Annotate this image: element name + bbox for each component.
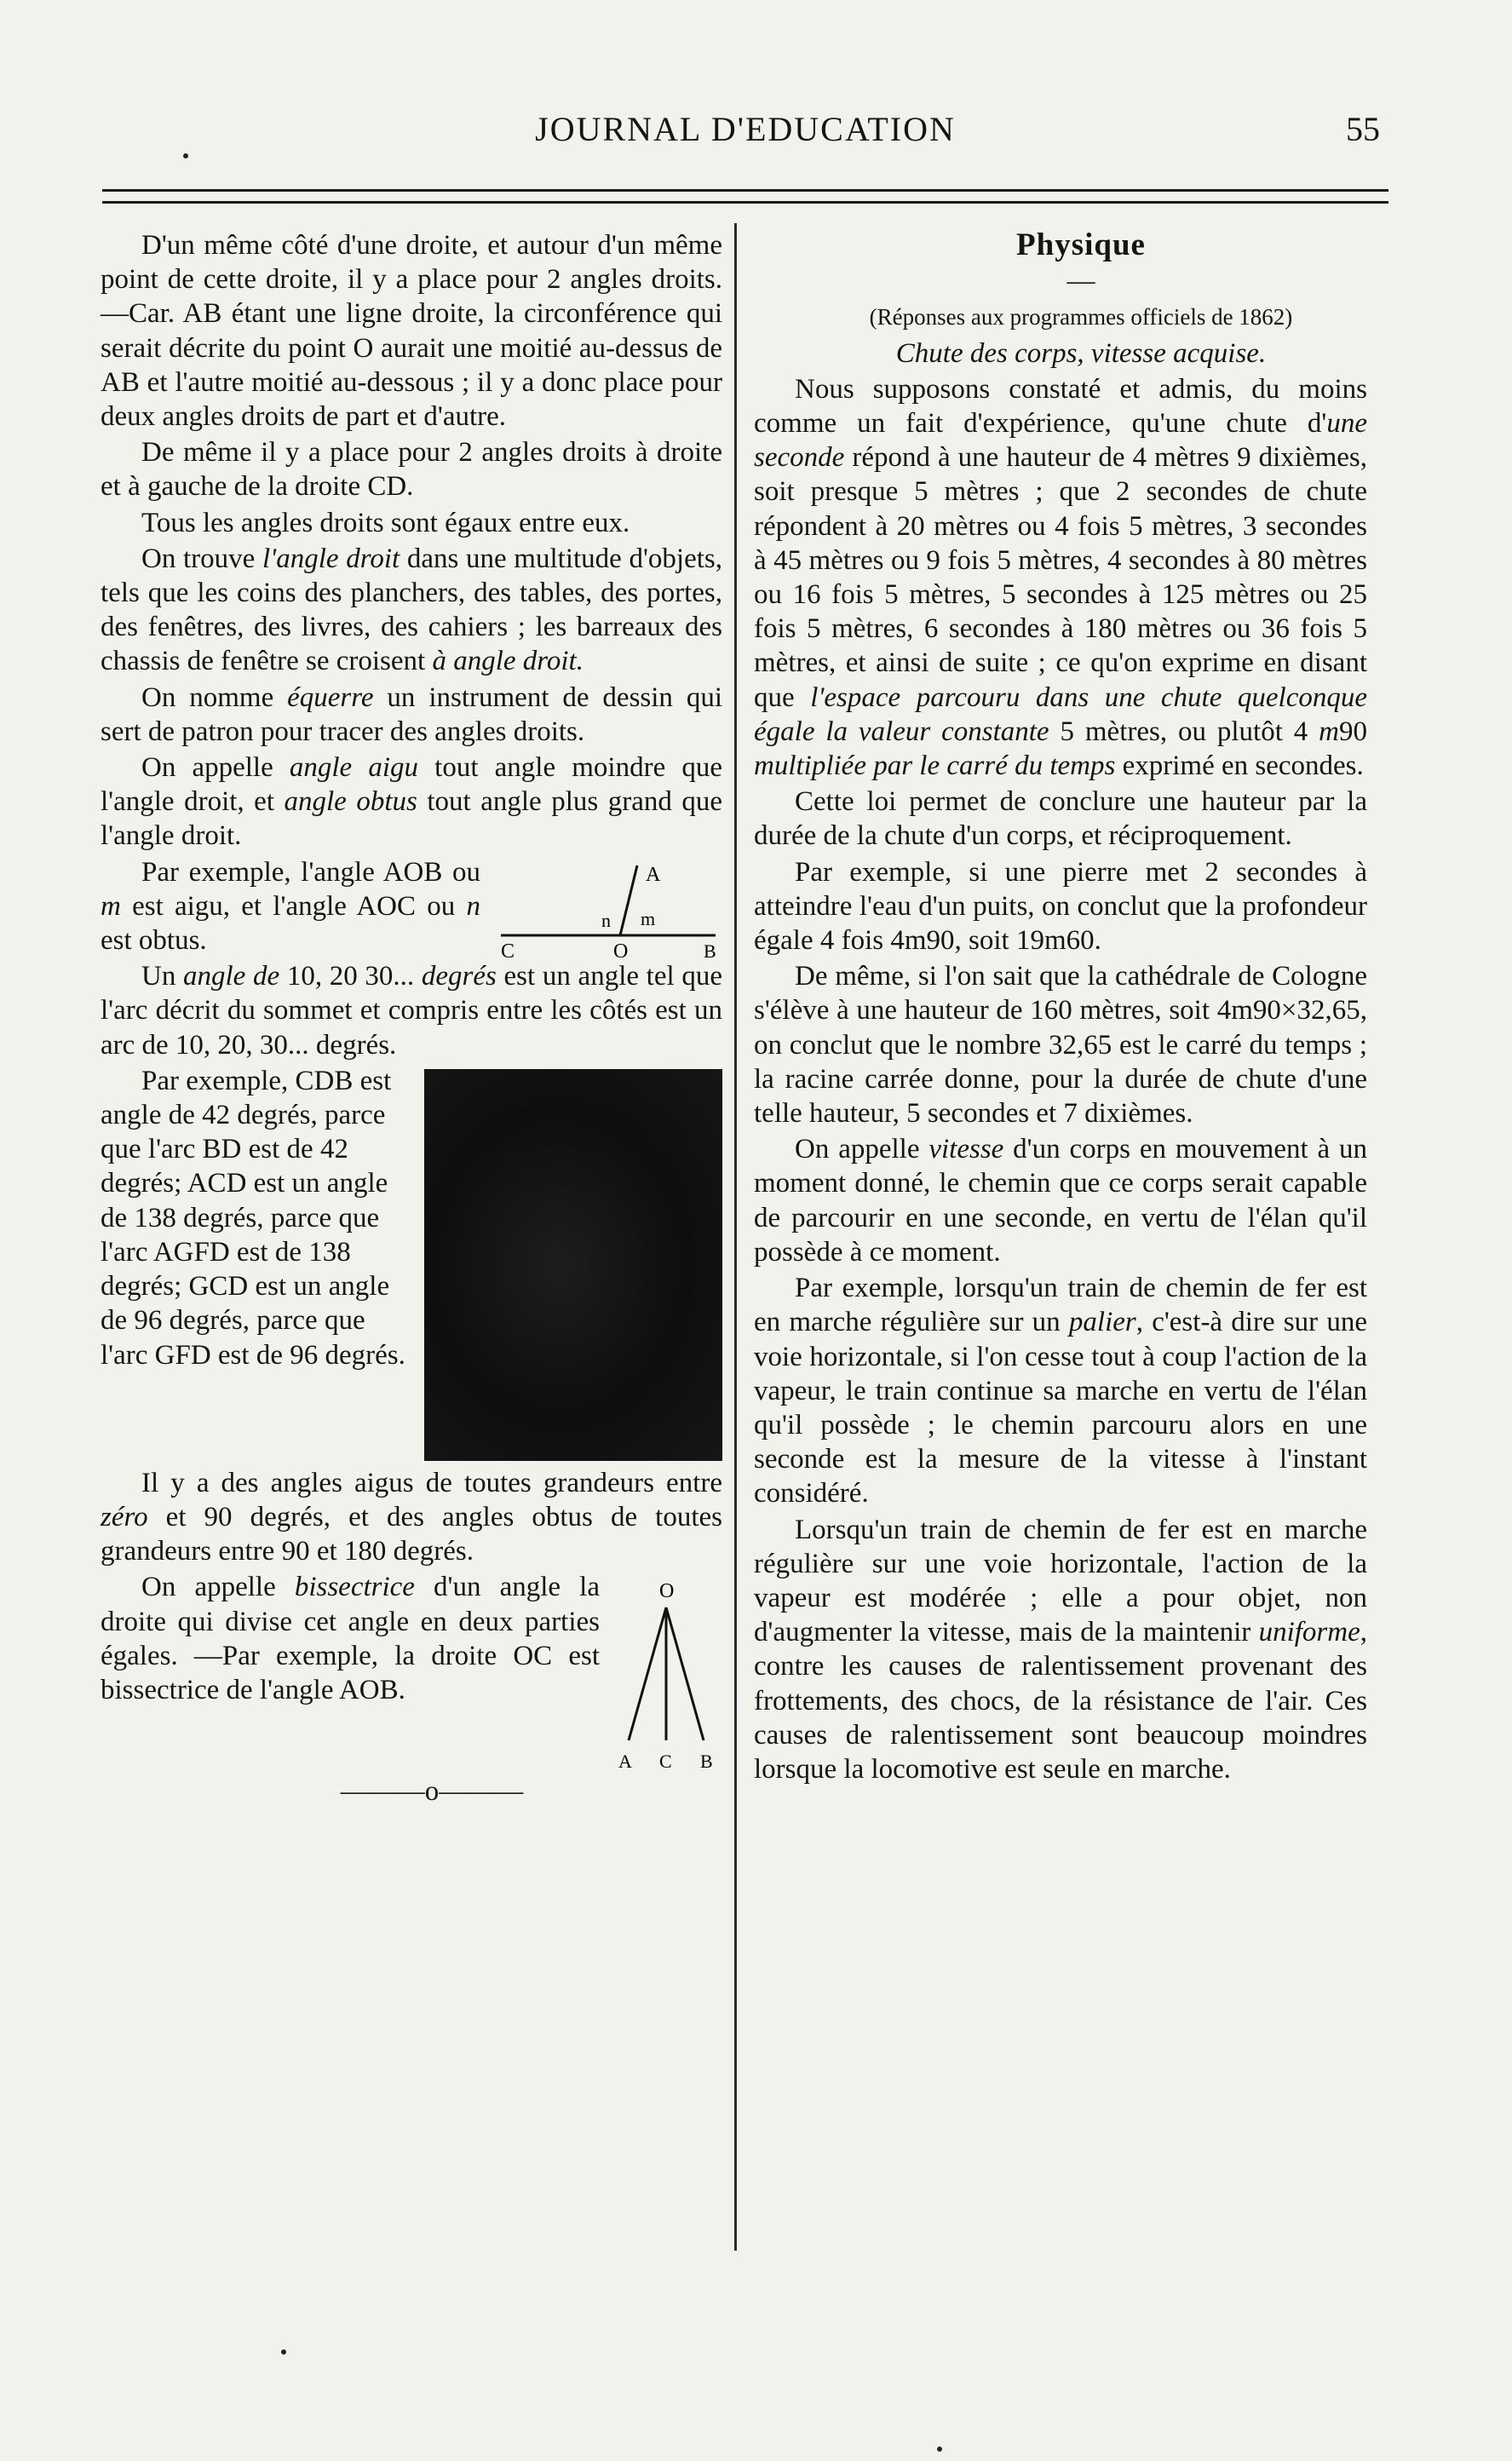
- paragraph: De même, si l'on sait que la cathédrale de Cologne s'élève à une hauteur de 160 mètres, soit 4m90×32,65, on conclut que le nombre 32,65 est le carré du temps ; la racine carrée donne, pour la durée de chute d'une telle hauteur, 5 secondes et 7 dixièmes.: [754, 961, 1367, 1130]
- paragraph: Par exemple, lorsqu'un train de chemin de fer est en marche régulière sur un palier, c'est-à dire sur une voie horizontale, si l'on cesse tout à coup l'action de la vapeur, le train continue sa marche en vertu de l'élan qu'il possède ; le chemin parcouru alors en une seconde est la mesure de la vitesse à l'instant considéré.: [754, 1273, 1368, 1509]
- label-c: C: [501, 940, 515, 959]
- paragraph: Par exemple, l'angle AOB ou m est aigu, et l'angle AOC ou n est obtus.: [101, 856, 480, 957]
- paragraph: Par exemple, si une pierre met 2 secondes à atteindre l'eau d'un puits, on conclut que la profondeur égale 4 fois 4m90, soit 19m60.: [754, 856, 1367, 957]
- label-n: n: [601, 909, 611, 931]
- paragraph: On appelle angle aigu tout angle moindre que l'angle droit, et angle obtus tout angle plus grand que l'angle droit.: [101, 752, 723, 852]
- ink-speck: [183, 153, 188, 158]
- label-b: B: [704, 940, 716, 959]
- header-rule-bottom: [102, 201, 1388, 204]
- paragraph: On appelle bissectrice d'un angle la droite qui divise cet angle en deux parties égales. —Par exemple, la droite OC est bissectrice de l'angle AOB.: [101, 1572, 600, 1706]
- paragraph: Un angle de 10, 20 30... degrés est un angle tel que l'arc décrit du sommet et compris entre les côtés est un arc de 10, 20, 30... degrés.: [101, 961, 722, 1061]
- bisector-diagram-figure: [612, 1578, 722, 1774]
- angle-diagram-figure: [492, 857, 722, 959]
- paragraph: On trouve l'angle droit dans une multitude d'objets, tels que les coins des planchers, des tables, des portes, des fenêtres, des livres, des cahiers ; les barreaux des chassis de fenêtre se croisent à angle droit.: [101, 543, 722, 677]
- label-b: B: [700, 1751, 713, 1773]
- label-a: A: [646, 863, 661, 886]
- section-end-mark: ———o———: [340, 1776, 524, 1808]
- paragraph: Par exemple, CDB est angle de 42 degrés, parce que l'arc BD est de 42 degrés; ACD est un angle de 138 degrés, parce que l'arc AGFD est de 138 degrés; GCD est un angle de 96 degrés, parce que l'arc GFD est de 96 degrés.: [101, 1065, 405, 1371]
- program-note: (Réponses aux programmes officiels de 1862): [869, 304, 1293, 331]
- page-header: [102, 109, 1388, 160]
- right-column: [754, 228, 1367, 1788]
- label-o: O: [659, 1580, 675, 1603]
- title-dash: —: [1066, 266, 1095, 297]
- paragraph: Nous supposons constaté et admis, du moins comme un fait d'expérience, qu'une chute d'une seconde répond à une hauteur de 4 mètres 9 dixièmes, soit presque 5 mètres ; que 2 secondes de chute répondent à 20 mètres ou 4 fois 5 mètres, 3 secondes à 45 mètres ou 9 fois 5 mètres, 4 secondes à 80 mètres ou 16 fois 5 mètres, 5 secondes à 125 mètres ou 25 fois 5 mètres, 6 secondes à 180 mètres ou 36 fois 5 mètres, et ainsi de suite ; ce qu'on exprime en disant que l'espace parcouru dans une chute quelconque égale la valeur constante 5 mètres, ou plutôt 4 m90 multipliée par le carré du temps exprimé en secondes.: [754, 373, 1367, 782]
- ray-oa: [620, 865, 637, 935]
- paragraph: Il y a des angles aigus de toutes grandeurs entre zéro et 90 degrés, et des angles obtus de toutes grandeurs entre 90 et 180 degrés.: [101, 1467, 722, 1567]
- ray-ob: [666, 1607, 704, 1740]
- left-column: [101, 228, 722, 1811]
- ink-speck: [281, 2349, 286, 2355]
- paragraph: Lorsqu'un train de chemin de fer est en marche régulière sur une voie horizontale, l'action de la vapeur est modérée ; elle a pour objet, non d'augmenter la vitesse, mais de la maintenir uniforme, contre les causes de ralentissement provenant des frottements, des chocs, de la résistance de l'air. Ces causes de ralentissement sont beaucoup moindres lorsque la locomotive est seule en marche.: [754, 1514, 1367, 1785]
- page-number: 55: [1346, 110, 1380, 148]
- section-title: Physique: [1016, 227, 1146, 262]
- paragraph: D'un même côté d'une droite, et autour d'un même point de cette droite, il y a place pour 2 angles droits.—Car. AB étant une ligne droite, la circonférence qui serait décrite du point O aurait une moitié au-dessus de AB et l'autre moitié au-dessous ; il y a donc place pour deux angles droits de part et d'autre.: [101, 230, 722, 433]
- label-c: C: [659, 1751, 672, 1773]
- ray-oa: [629, 1607, 666, 1740]
- dark-figure-image: [424, 1069, 722, 1461]
- paragraph: On appelle vitesse d'un corps en mouvement à un moment donné, le chemin que ce corps serait capable de parcourir en une seconde, en vertu de l'élan qu'il possède à ce moment.: [754, 1134, 1367, 1268]
- running-title: JOURNAL D'EDUCATION: [535, 110, 956, 148]
- paragraph: Cette loi permet de conclure une hauteur par la durée de la chute d'un corps, et réciproquement.: [754, 786, 1367, 852]
- column-divider: [734, 223, 737, 2251]
- label-m: m: [641, 907, 656, 929]
- ink-speck: [937, 2447, 942, 2452]
- label-o: O: [613, 940, 629, 959]
- label-a: A: [618, 1751, 632, 1773]
- section-subtitle: Chute des corps, vitesse acquise.: [895, 337, 1267, 369]
- paragraph: On nomme équerre un instrument de dessin qui sert de patron pour tracer des angles droits.: [101, 681, 722, 747]
- paragraph: Tous les angles droits sont égaux entre eux.: [141, 507, 630, 538]
- header-rule-top: [102, 189, 1388, 192]
- paragraph: De même il y a place pour 2 angles droits à droite et à gauche de la droite CD.: [101, 437, 722, 503]
